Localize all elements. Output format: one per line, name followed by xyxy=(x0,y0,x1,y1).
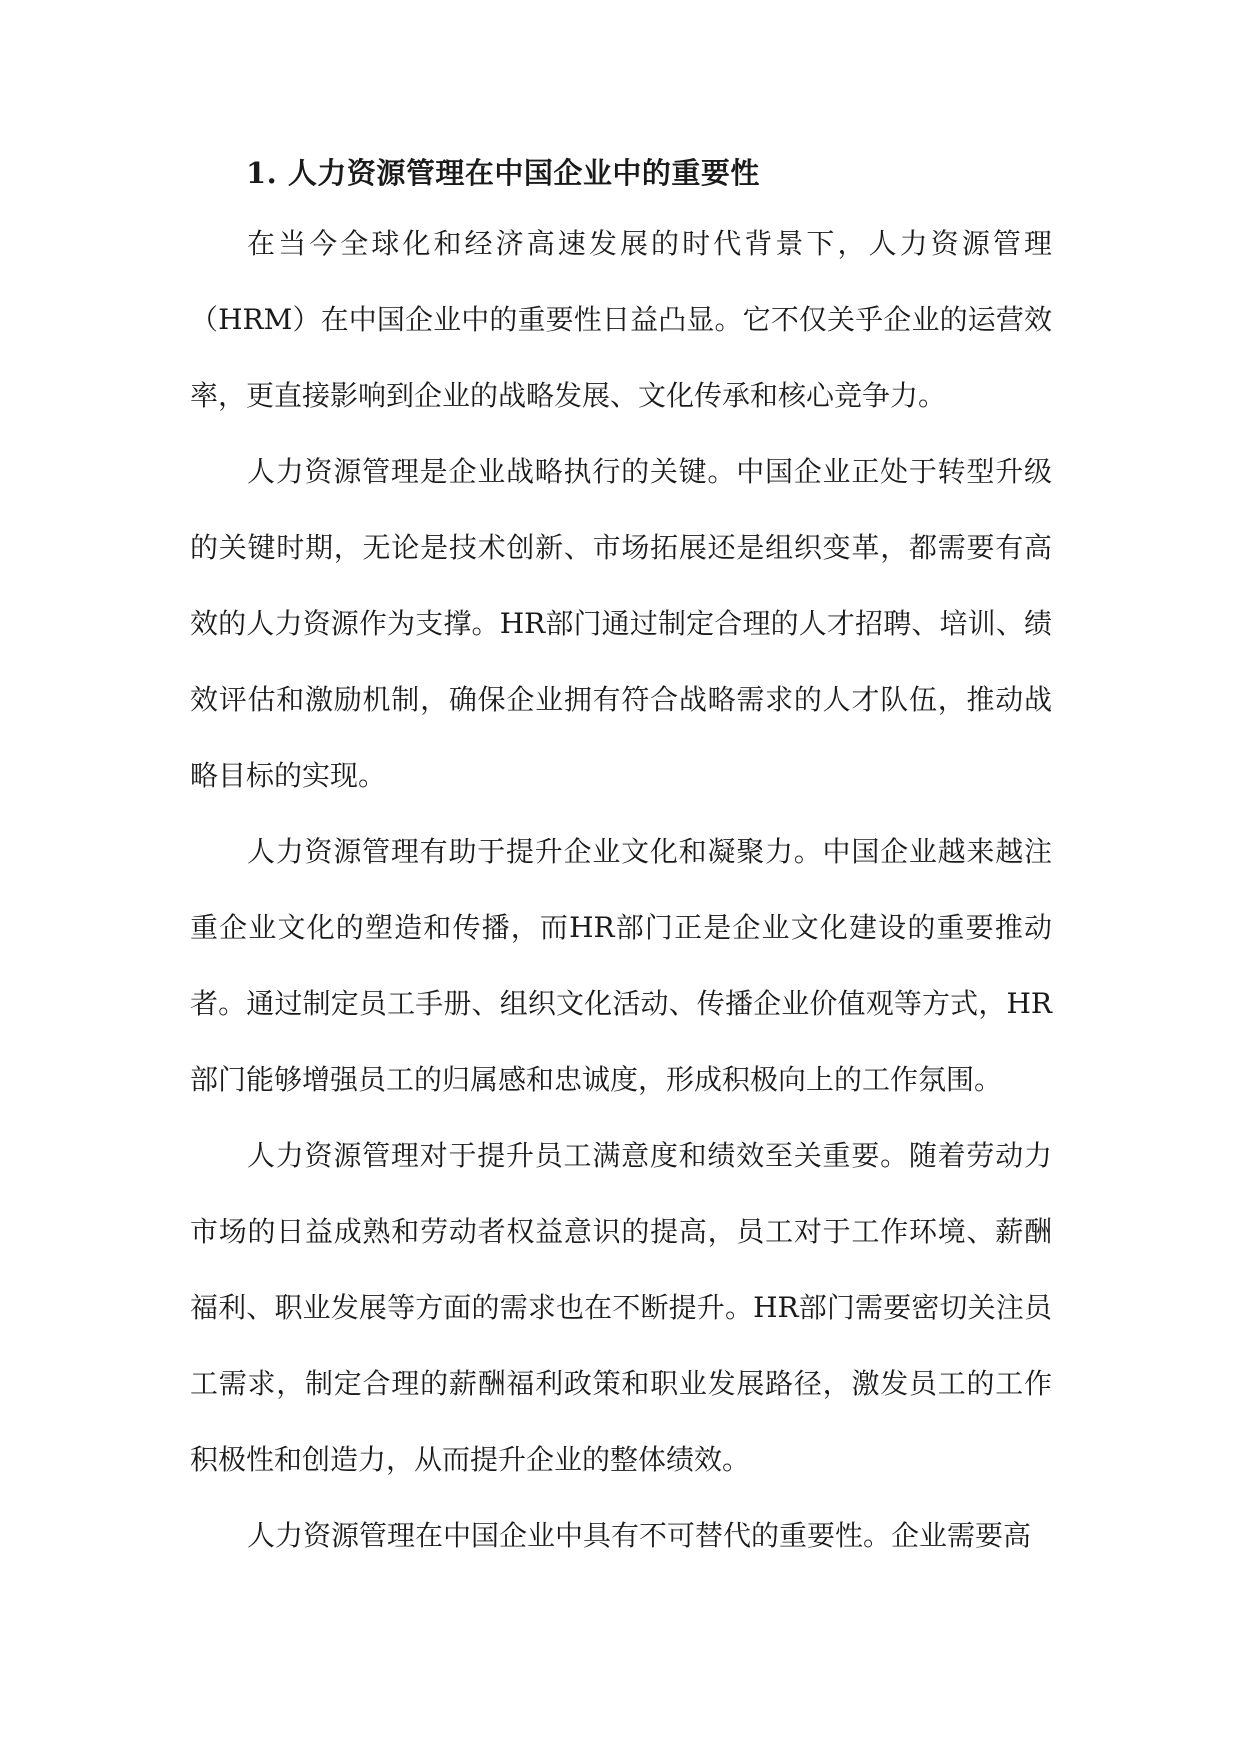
paragraph-3: 人力资源管理有助于提升企业文化和凝聚力。中国企业越来越注重企业文化的塑造和传播，而HR部门正是企业文化建设的重要推动者。通过制定员工手册、组织文化活动、传播企业价值观等方式，HR部门能够增强员工的归属感和忠诚度，形成积极向上的工作氛围。 xyxy=(190,835,1052,1096)
paragraph-5: 人力资源管理在中国企业中具有不可替代的重要性。企业需要高 xyxy=(247,1519,1032,1552)
document-page xyxy=(190,138,1052,1574)
paragraph-2: 人力资源管理是企业战略执行的关键。中国企业正处于转型升级的关键时期，无论是技术创新、市场拓展还是组织变革，都需要有高效的人力资源作为支撑。HR部门通过制定合理的人才招聘、培训、绩效评估和激励机制，确保企业拥有符合战略需求的人才队伍，推动战略目标的实现。 xyxy=(190,455,1052,792)
paragraph-4: 人力资源管理对于提升员工满意度和绩效至关重要。随着劳动力市场的日益成熟和劳动者权益意识的提高，员工对于工作环境、薪酬福利、职业发展等方面的需求也在不断提升。HR部门需要密切关注员工需求，制定合理的薪酬福利政策和职业发展路径，激发员工的工作积极性和创造力，从而提升企业的整体绩效。 xyxy=(190,1139,1052,1476)
paragraph-1: 在当今全球化和经济高速发展的时代背景下，人力资源管理（HRM）在中国企业中的重要性日益凸显。它不仅关乎企业的运营效率，更直接影响到企业的战略发展、文化传承和核心竞争力。 xyxy=(190,227,1052,412)
section-heading: 1. 人力资源管理在中国企业中的重要性 xyxy=(246,156,760,190)
